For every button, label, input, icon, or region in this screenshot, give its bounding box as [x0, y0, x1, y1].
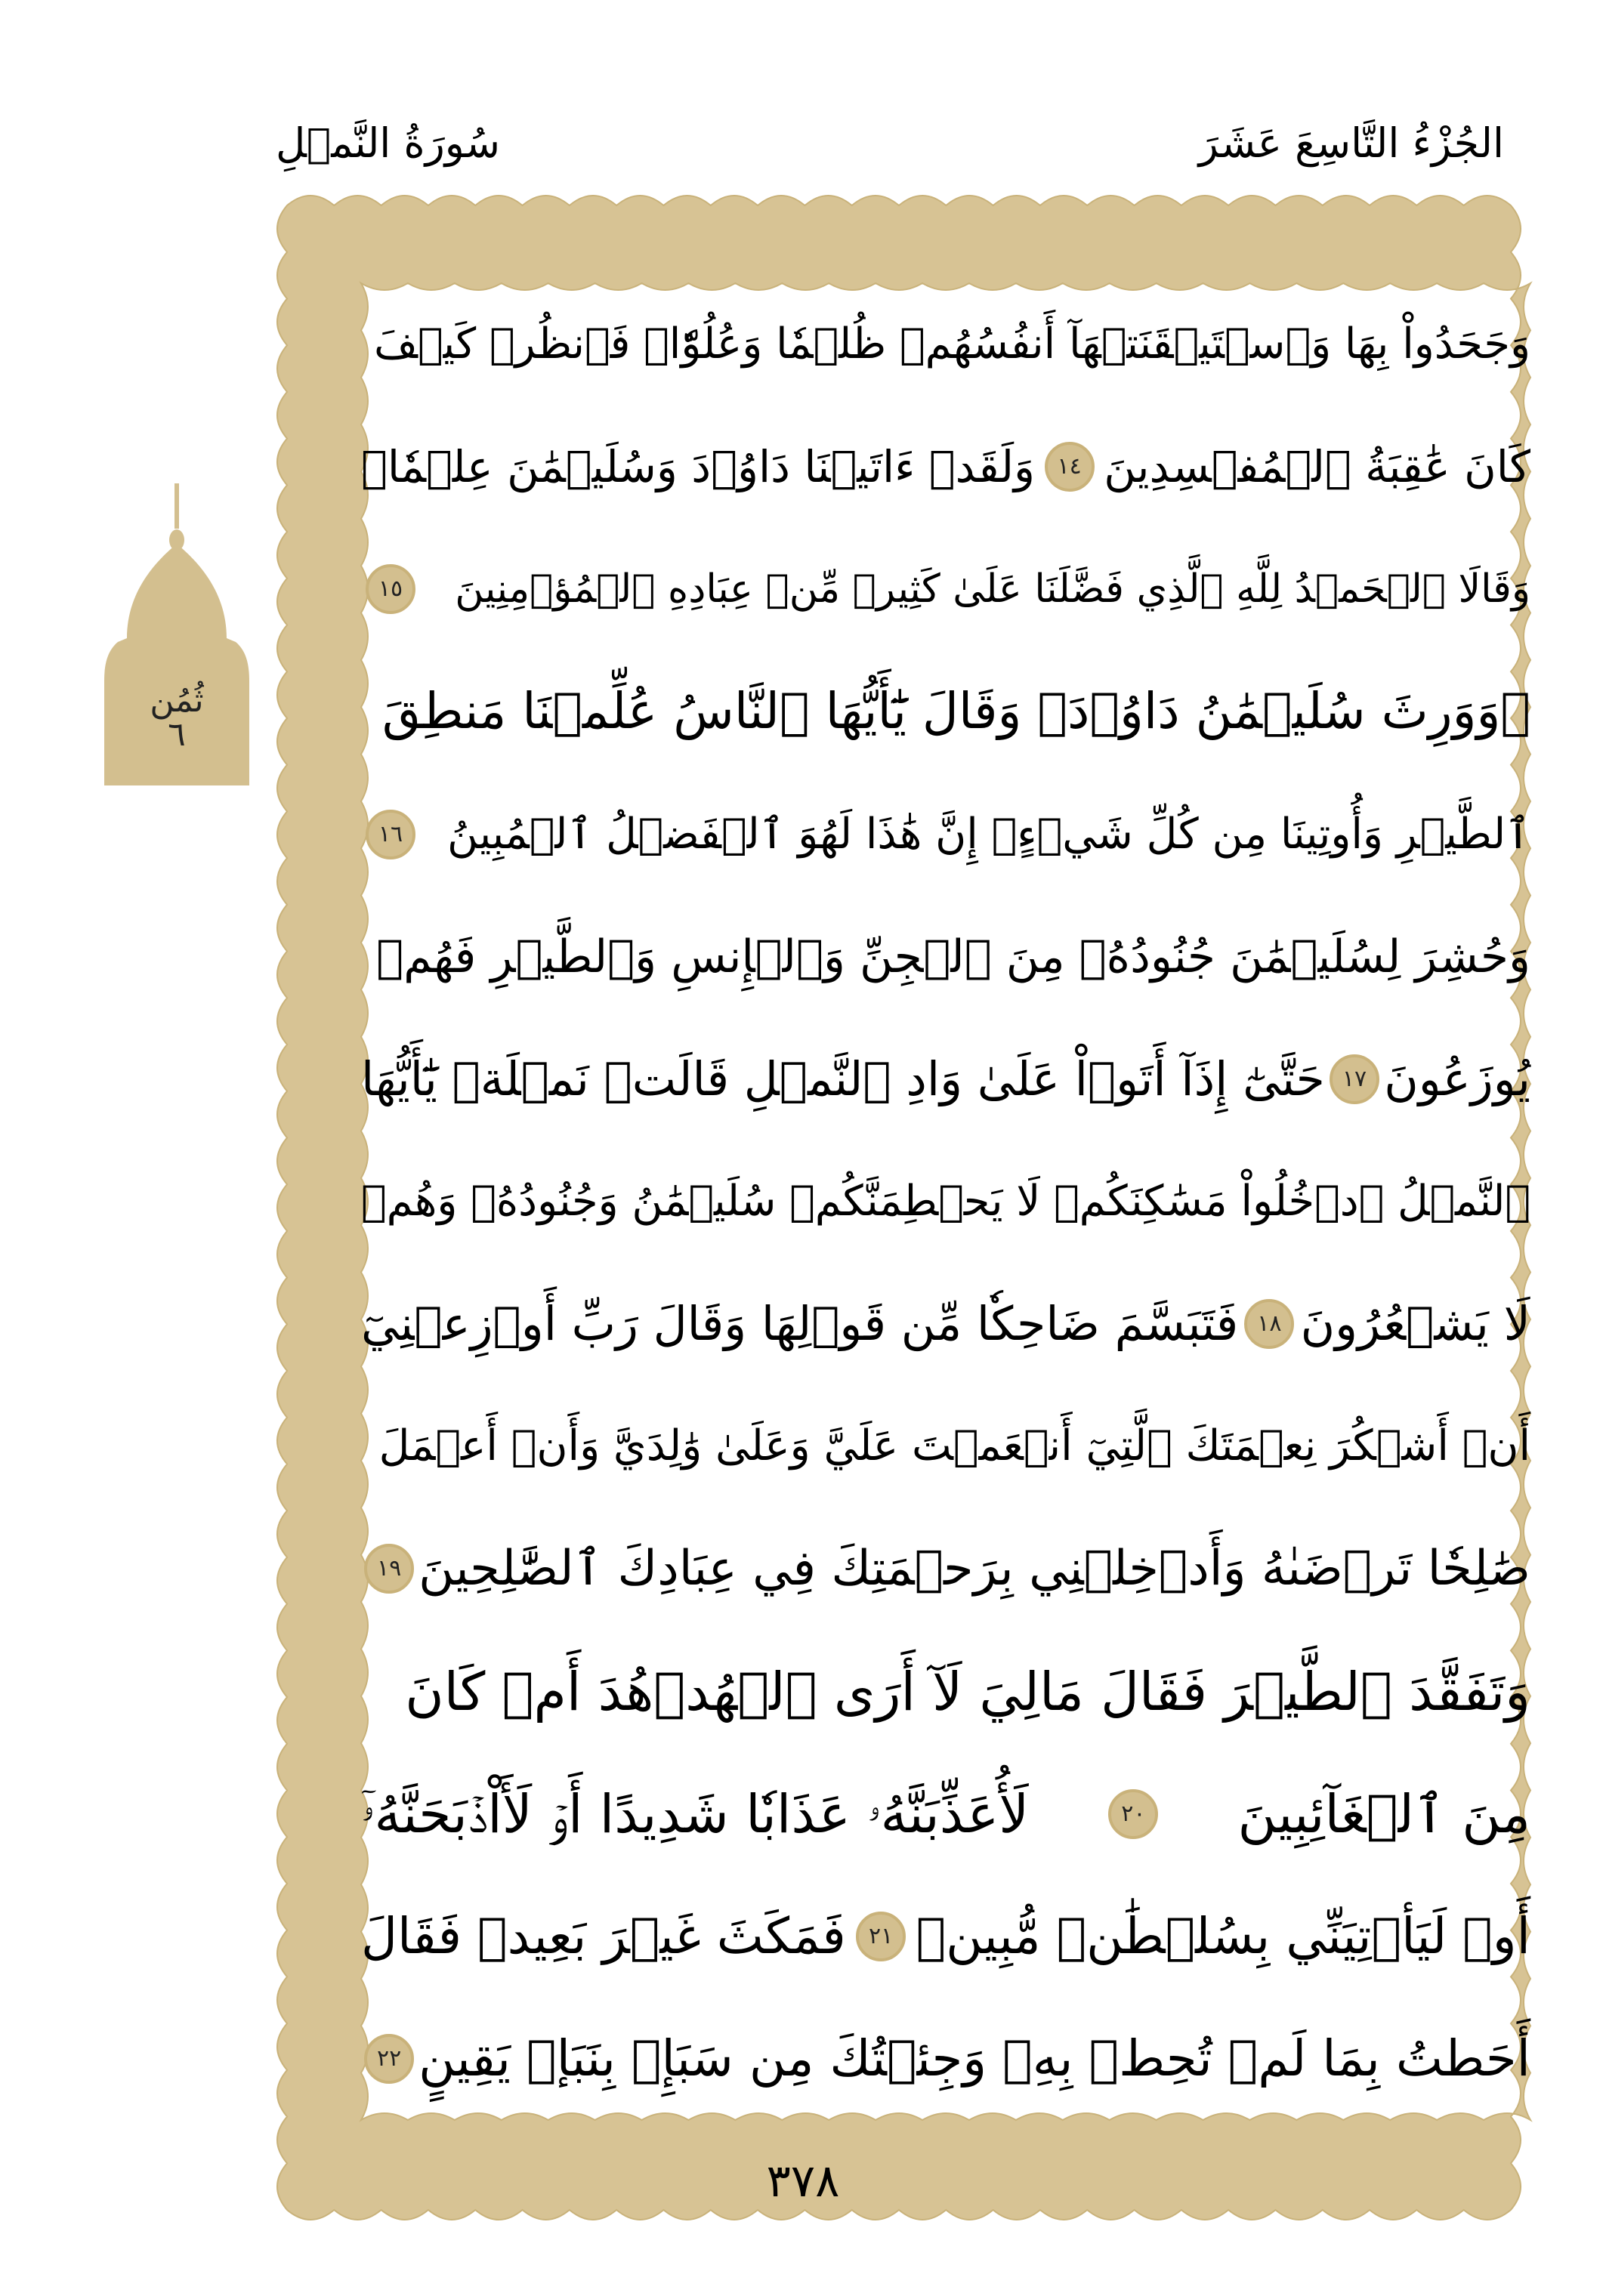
- text-line: [361, 1630, 1530, 1752]
- verse-text: فَمَكَثَ غَيۡرَ بَعِيدٖ فَقَالَ: [361, 1906, 846, 1965]
- text-line: [361, 1385, 1530, 1508]
- hizb-label: ثُمُن: [150, 681, 204, 720]
- text-line: [361, 1018, 1530, 1140]
- ayah-marker: ٢٢: [364, 2034, 414, 2084]
- ayah-marker: ١٦: [366, 810, 415, 859]
- surah-title: سُورَةُ النَّمۡلِ: [276, 119, 500, 167]
- verse-text: وَقَالَا ٱلۡحَمۡدُ لِلَّهِ ٱلَّذِي فَضَّلَنَا عَلَىٰ كَثِيرٖ مِّنۡ عِبَادِهِ ٱلۡمُؤۡمِنِينَ: [455, 566, 1530, 613]
- juz-title: الجُزْءُ التَّاسِعَ عَشَرَ: [1198, 119, 1504, 167]
- ayah-marker: ٢١: [856, 1912, 906, 1961]
- verse-text: صَٰلِحٗا تَرۡضَىٰهُ وَأَدۡخِلۡنِي بِرَحۡمَتِكَ فِي عِبَادِكَ ٱلصَّٰلِحِينَ: [418, 1541, 1530, 1597]
- page-text: [361, 283, 1530, 2120]
- text-line: [361, 1508, 1530, 1630]
- hizb-number: ٦: [168, 715, 186, 754]
- verse-text: ٱلنَّمۡلُ ٱدۡخُلُواْ مَسَٰكِنَكُمۡ لَا يَحۡطِمَنَّكُمۡ سُلَيۡمَٰنُ وَجُنُودُهُۥ وَهُمۡ: [360, 1176, 1530, 1226]
- text-line: [361, 1998, 1530, 2120]
- ayah-marker: ٢٠: [1108, 1789, 1158, 1839]
- page-number: ٣٧٨: [766, 2155, 840, 2208]
- verse-text: ٱلطَّيۡرِ وَأُوتِينَا مِن كُلِّ شَيۡءٍۖ إِنَّ هَٰذَا لَهُوَ ٱلۡفَضۡلُ ٱلۡمُبِينُ: [447, 809, 1530, 859]
- verse-text: لَأُعَذِّبَنَّهُۥ عَذَابٗا شَدِيدًا أَوۡ لَأَاْذۡبَحَنَّهُۥٓ: [361, 1782, 1030, 1845]
- verse-text: فَتَبَسَّمَ ضَاحِكٗا مِّن قَوۡلِهَا وَقَالَ رَبِّ أَوۡزِعۡنِيٓ: [361, 1296, 1239, 1352]
- ayah-marker: ١٤: [1045, 442, 1095, 492]
- ayah-marker: ١٥: [366, 564, 415, 614]
- text-line: [361, 1753, 1530, 1875]
- verse-text: كَانَ عَٰقِبَةُ ٱلۡمُفۡسِدِينَ: [1104, 441, 1530, 493]
- verse-text: أَحَطتُ بِمَا لَمۡ تُحِطۡ بِهِۦ وَجِئۡتُكَ مِن سَبَإِۭ بِنَبَإٖ يَقِينٍ: [418, 2029, 1530, 2088]
- ayah-marker: ١٨: [1244, 1299, 1294, 1349]
- ayah-marker: ١٧: [1330, 1054, 1379, 1104]
- text-line: [361, 773, 1530, 896]
- verse-text: وَحُشِرَ لِسُلَيۡمَٰنَ جُنُودُهُۥ مِنَ ٱلۡجِنِّ وَٱلۡإِنسِ وَٱلطَّيۡرِ فَهُمۡ: [376, 930, 1530, 983]
- verse-text: أَنۡ أَشۡكُرَ نِعۡمَتَكَ ٱلَّتِيٓ أَنۡعَمۡتَ عَلَيَّ وَعَلَىٰ وَٰلِدَيَّ وَأَنۡ أَعۡمَلَ: [378, 1421, 1530, 1471]
- verse-text: وَتَفَقَّدَ ٱلطَّيۡرَ فَقَالَ مَالِيَ لَآ أَرَى ٱلۡهُدۡهُدَ أَمۡ كَانَ: [405, 1660, 1530, 1723]
- verse-text: وَلَقَدۡ ءَاتَيۡنَا دَاوُۥدَ وَسُلَيۡمَٰنَ عِلۡمٗاۖ: [361, 441, 1036, 493]
- text-line: [361, 1263, 1530, 1385]
- verse-text: مِنَ ٱلۡغَآئِبِينَ: [1237, 1782, 1530, 1845]
- text-line: [361, 1140, 1530, 1263]
- text-line: [361, 283, 1530, 406]
- verse-text: وَجَحَدُواْ بِهَا وَٱسۡتَيۡقَنَتۡهَآ أَنفُسُهُمۡ ظُلۡمٗا وَعُلُوّٗاۚ فَٱنظُرۡ كَيۡفَ: [374, 319, 1530, 369]
- verse-text: يُوزَعُونَ: [1384, 1051, 1530, 1106]
- verse-text: حَتَّىٰٓ إِذَآ أَتَوۡاْ عَلَىٰ وَادِ ٱلنَّمۡلِ قَالَتۡ نَمۡلَةٞ يَٰٓأَيُّهَا: [361, 1051, 1325, 1106]
- ayah-marker: ١٩: [364, 1544, 414, 1594]
- text-line: [361, 528, 1530, 650]
- text-line: [361, 1875, 1530, 1998]
- text-line: [361, 650, 1530, 773]
- verse-text: أَوۡ لَيَأۡتِيَنِّي بِسُلۡطَٰنٖ مُّبِينٖ: [916, 1906, 1530, 1965]
- text-line: [361, 896, 1530, 1018]
- verse-text: ۞وَوَرِثَ سُلَيۡمَٰنُ دَاوُۥدَۖ وَقَالَ يَٰٓأَيُّهَا ٱلنَّاسُ عُلِّمۡنَا مَنطِقَ: [381, 682, 1530, 741]
- verse-text: لَا يَشۡعُرُونَ: [1300, 1296, 1530, 1352]
- text-line: [361, 406, 1530, 528]
